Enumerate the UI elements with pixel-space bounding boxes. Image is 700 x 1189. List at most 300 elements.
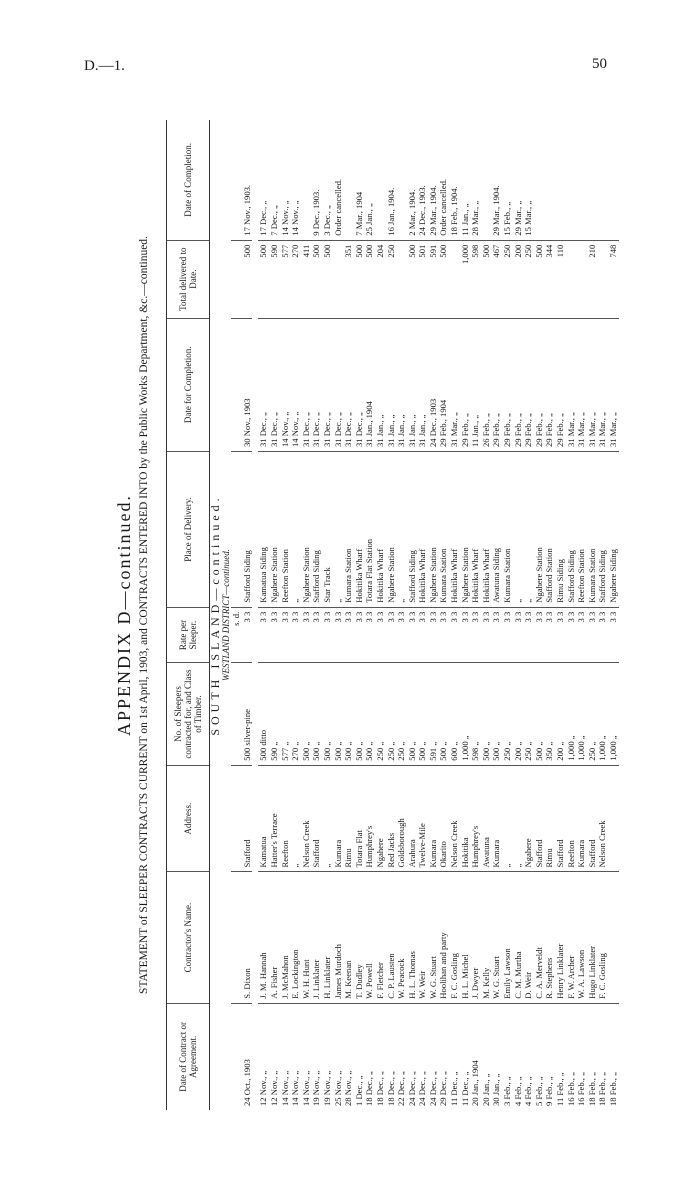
section-district-row xyxy=(221,120,232,1110)
section-island: SOUTH ISLAND—continued. xyxy=(208,494,222,736)
table-row xyxy=(311,120,322,1110)
completed-cell: 9 Dec., 1903. xyxy=(311,120,322,240)
table-row xyxy=(481,120,492,1110)
table-row xyxy=(290,120,301,1110)
name-cell: Henry Linklater xyxy=(555,872,566,1003)
sleepers-cell: 500 „ xyxy=(491,663,502,765)
completion-date-cell: 29 Feb., „ xyxy=(534,318,545,451)
table-row xyxy=(523,120,534,1110)
place-cell: Kamatua Siding xyxy=(258,452,269,608)
rate-cell: 3 3 xyxy=(417,607,428,663)
address-cell: „ xyxy=(290,765,301,872)
place-cell: Stafford Siding xyxy=(597,452,608,608)
sleepers-cell: 1,000 „ xyxy=(566,663,577,765)
address-cell: Stafford xyxy=(242,765,253,872)
date-cell: 30 Jan., „ xyxy=(491,1073,502,1106)
sleepers-cell: 250 „ xyxy=(375,663,386,765)
completed-cell xyxy=(481,120,492,240)
sleepers-cell: 577 „ xyxy=(280,663,291,765)
name-cell: H. Linklater xyxy=(322,872,333,1003)
name-cell xyxy=(608,872,619,1003)
place-cell: Ngahere Station xyxy=(534,452,545,608)
sleepers-cell: 500 „ xyxy=(364,663,375,765)
place-cell: Ngahere Station xyxy=(460,452,471,608)
table-row xyxy=(258,120,269,1110)
sleepers-cell: 1,000 „ xyxy=(576,663,587,765)
completed-cell: 28 Mar., „ xyxy=(470,120,481,240)
place-cell: Rimu Siding xyxy=(555,452,566,608)
place-cell: Kumara Station xyxy=(343,452,354,608)
completion-date-cell: 30 Nov., 1903 xyxy=(242,318,253,451)
name-cell: C. P. Lausten xyxy=(386,872,397,1003)
sleepers-cell: 250 „ xyxy=(396,663,407,765)
date-cell: 12 Nov., „ xyxy=(268,1070,279,1106)
total-cell: 204 xyxy=(375,240,386,318)
completed-cell: 24 Dec., 1903. xyxy=(417,120,428,240)
rate-unit-row xyxy=(231,120,242,1110)
rate-cell: 3 3 xyxy=(449,607,460,663)
address-cell: Ngahere xyxy=(375,765,386,872)
date-cell: 16 Feb., „ xyxy=(565,1072,576,1106)
table-row xyxy=(555,120,566,1110)
completion-date-cell: 29 Feb., „ xyxy=(544,318,555,451)
total-cell xyxy=(333,240,344,318)
completed-cell xyxy=(608,120,619,240)
completed-cell: 3 Dec., „ xyxy=(322,120,333,240)
header-date: Date of Contract or Agreement. xyxy=(167,1003,210,1110)
table-row xyxy=(449,120,460,1110)
sleepers-cell: 250 „ xyxy=(587,663,598,765)
place-cell: „ xyxy=(333,452,344,608)
date-cell: 14 Nov., „ xyxy=(300,1070,311,1106)
completed-cell: 15 Mar., „ xyxy=(523,120,534,240)
table-row xyxy=(566,120,577,1110)
sleepers-cell: 500 „ xyxy=(534,663,545,765)
name-cell: F. W. Archer xyxy=(566,872,577,1003)
date-cell: 24 Oct., 1903 xyxy=(241,1059,252,1106)
completion-date-cell: 31 Jan., 1904 xyxy=(364,318,375,451)
date-cell: 20 Jan., „ xyxy=(480,1073,491,1106)
name-cell: T. Dudley xyxy=(354,872,365,1003)
name-cell: E. Lockington xyxy=(290,872,301,1003)
rate-cell: 3 3 xyxy=(396,607,407,663)
address-cell: Goldsborough xyxy=(396,765,407,872)
completion-date-cell: 31 Jan., „ xyxy=(417,318,428,451)
date-cell: 3 Feb., „ xyxy=(502,1076,513,1106)
date-cell: 14 Nov., „ xyxy=(279,1070,290,1106)
name-cell: J. Dwyer xyxy=(470,872,481,1003)
rate-cell: 3 3 xyxy=(280,607,291,663)
date-cell: 18 Dec., „ xyxy=(364,1071,375,1106)
rate-cell: 3 3 xyxy=(513,607,524,663)
name-cell: A. Fisher xyxy=(269,872,280,1003)
sleepers-cell: 250 „ xyxy=(386,663,397,765)
rate-unit: s. d. xyxy=(231,607,242,663)
address-cell: Stafford xyxy=(587,765,598,872)
date-cell: 4 Feb., „ xyxy=(512,1076,523,1106)
address-cell: Totara Flat xyxy=(354,765,365,872)
place-cell: „ xyxy=(523,452,534,608)
total-cell: 411 xyxy=(301,240,312,318)
date-cell: 11 Feb., „ xyxy=(555,1072,565,1106)
total-cell: 500 xyxy=(364,240,375,318)
completed-cell xyxy=(544,120,555,240)
table-row xyxy=(333,120,344,1110)
date-cell: 19 Nov., „ xyxy=(311,1070,322,1106)
total-cell xyxy=(396,240,407,318)
rate-cell: 3 3 xyxy=(333,607,344,663)
table-row xyxy=(470,120,481,1110)
completed-cell: 16 Jan., 1904. xyxy=(386,120,397,240)
total-cell: 500 xyxy=(534,240,545,318)
header-address: Address. xyxy=(167,765,210,872)
address-cell: Arahura xyxy=(407,765,418,872)
table-row xyxy=(460,120,471,1110)
address-cell: Nelson Creek xyxy=(301,765,312,872)
date-cell: 11 Dec., „ xyxy=(449,1071,460,1106)
completed-cell xyxy=(587,120,598,240)
date-cell: 16 Feb., „ xyxy=(576,1072,587,1106)
name-cell: Emily Lawson xyxy=(502,872,513,1003)
rate-cell: 3 3 xyxy=(258,607,269,663)
rate-cell: 3 3 xyxy=(386,607,397,663)
rate-cell: 3 3 xyxy=(544,607,555,663)
date-cell: 28 Nov., „ xyxy=(343,1070,354,1106)
address-cell: Stafford xyxy=(534,765,545,872)
table-row xyxy=(608,120,619,1110)
total-cell: 590 xyxy=(269,240,280,318)
completed-cell: 29 Mar., 1904. xyxy=(491,120,502,240)
completion-date-cell: 24 Dec., 1903 xyxy=(428,318,439,451)
rate-cell: 3 3 xyxy=(438,607,449,663)
completed-cell: 25 Jan., „ xyxy=(364,120,375,240)
sleepers-cell: 500 „ xyxy=(417,663,428,765)
place-cell: Ngahere Station xyxy=(428,452,439,608)
name-cell: Hoolihan and party xyxy=(438,872,449,1003)
address-cell: Ngahere xyxy=(523,765,534,872)
address-cell: Red Jacks xyxy=(386,765,397,872)
completion-date-cell: 29 Feb., „ xyxy=(513,318,524,451)
completed-cell xyxy=(576,120,587,240)
total-cell: 351 xyxy=(343,240,354,318)
table-row xyxy=(587,120,598,1110)
header-total: Total delivered to Date. xyxy=(167,240,210,318)
rate-cell: 3 3 xyxy=(322,607,333,663)
rate-cell: 3 3 xyxy=(364,607,375,663)
place-cell: „ xyxy=(396,452,407,608)
rate-cell: 3 3 xyxy=(481,607,492,663)
completed-cell xyxy=(597,120,608,240)
name-cell: H. L. Michel xyxy=(460,872,471,1003)
name-cell: D. Weir xyxy=(523,872,534,1003)
name-cell: F. C. Gosling xyxy=(597,872,608,1003)
sleepers-cell: 270 „ xyxy=(290,663,301,765)
rate-cell: 3 3 xyxy=(269,607,280,663)
completed-cell: 7 Dec., „ xyxy=(269,120,280,240)
rotated-statement xyxy=(110,120,630,1110)
table-row xyxy=(438,120,449,1110)
date-cell: 20 Jan., 1904 xyxy=(470,1060,481,1106)
total-cell: 598 xyxy=(470,240,481,318)
date-cell: 1 Dec., „ xyxy=(353,1075,364,1106)
date-cell: 18 Feb., „ xyxy=(597,1072,608,1106)
completed-cell xyxy=(534,120,545,240)
rate-cell: 3 3 xyxy=(354,607,365,663)
completed-cell: 2 Mar., 1904. xyxy=(407,120,418,240)
rate-cell: 3 3 xyxy=(242,607,253,663)
name-cell: C. M. Murtha xyxy=(513,872,524,1003)
date-cell: 4 Feb., „ xyxy=(523,1076,534,1106)
sleepers-cell: 600 „ xyxy=(449,663,460,765)
completed-cell: 29 Mar., 1904. xyxy=(428,120,439,240)
address-cell: „ xyxy=(513,765,524,872)
section-district: WESTLAND DISTRICT—continued. xyxy=(220,549,231,682)
table-row xyxy=(417,120,428,1110)
rate-cell: 3 3 xyxy=(523,607,534,663)
place-cell: Stafford Siding xyxy=(311,452,322,608)
page-number: 50 xyxy=(592,56,607,72)
address-cell: Kamatua xyxy=(258,765,269,872)
address-cell: Rimu xyxy=(544,765,555,872)
completion-date-cell: 14 Nov., „ xyxy=(280,318,291,451)
completion-date-cell: 31 Mar., „ xyxy=(449,318,460,451)
total-cell: 500 xyxy=(311,240,322,318)
place-cell: Hokitika Wharf xyxy=(481,452,492,608)
completed-cell: 14 Nov., „ xyxy=(280,120,291,240)
address-cell: Okarito xyxy=(438,765,449,872)
address-cell: Humphrey's xyxy=(470,765,481,872)
address-cell: Awatuna xyxy=(481,765,492,872)
completed-cell xyxy=(301,120,312,240)
sleepers-cell: 350 „ xyxy=(544,663,555,765)
completion-date-cell: 31 Dec., „ xyxy=(311,318,322,451)
name-cell: R. Stephens xyxy=(544,872,555,1003)
completion-date-cell: 31 Mar., „ xyxy=(587,318,598,451)
sleepers-cell: 250 „ xyxy=(502,663,513,765)
table-row xyxy=(502,120,513,1110)
name-cell: M. Kelly xyxy=(481,872,492,1003)
completed-cell: 17 Nov., 1903. xyxy=(242,120,253,240)
place-cell: Ngahere Siding xyxy=(608,452,619,608)
place-cell: Hokitika Wharf xyxy=(354,452,365,608)
completion-date-cell: 29 Feb., „ xyxy=(502,318,513,451)
name-cell: W. Peacock xyxy=(396,872,407,1003)
total-cell: 270 xyxy=(290,240,301,318)
address-cell: Twelve-Mile xyxy=(417,765,428,872)
completed-cell: 18 Feb., 1904. xyxy=(449,120,460,240)
sleepers-cell: 200 „ xyxy=(513,663,524,765)
address-cell: Nelson Creek xyxy=(449,765,460,872)
rate-cell: 3 3 xyxy=(534,607,545,663)
date-cell: 18 Dec., „ xyxy=(374,1071,385,1106)
total-cell: 748 xyxy=(608,240,619,318)
table-header-row xyxy=(167,120,210,1110)
total-cell: 1,000 xyxy=(460,240,471,318)
completed-cell xyxy=(343,120,354,240)
rate-cell: 3 3 xyxy=(470,607,481,663)
date-cell: 25 Nov., „ xyxy=(332,1070,343,1106)
place-cell: Ngahere Station xyxy=(301,452,312,608)
header-name: Contractor's Name. xyxy=(167,872,210,1003)
date-cell: 18 Dec., „ xyxy=(385,1071,396,1106)
completion-date-cell: 31 Dec., „ xyxy=(258,318,269,451)
place-cell: Stafford Station xyxy=(544,452,555,608)
sleepers-cell: 500 „ xyxy=(322,663,333,765)
address-cell: „ xyxy=(502,765,513,872)
date-cell: 22 Dec., „ xyxy=(396,1071,407,1106)
place-cell: Kumara Station xyxy=(587,452,598,608)
address-cell: Reefton xyxy=(280,765,291,872)
sleepers-cell: 200 „ xyxy=(555,663,566,765)
completed-cell: 11 Jan., „ xyxy=(460,120,471,240)
completed-cell: 29 Mar., „ xyxy=(513,120,524,240)
place-cell: „ xyxy=(513,452,524,608)
table-row xyxy=(576,120,587,1110)
completion-date-cell: 31 Dec., „ xyxy=(301,318,312,451)
completed-cell: 7 Mar., 1904 xyxy=(354,120,365,240)
header-place: Place of Delivery. xyxy=(167,452,210,608)
total-cell: 344 xyxy=(544,240,555,318)
completion-date-cell: 31 Jan., „ xyxy=(386,318,397,451)
completion-date-cell: 31 Dec., „ xyxy=(269,318,280,451)
completed-cell xyxy=(566,120,577,240)
place-cell: Awatuna Siding xyxy=(491,452,502,608)
name-cell: W. Powell xyxy=(364,872,375,1003)
place-cell: Kumara Station xyxy=(502,452,513,608)
completion-date-cell: 31 Mar., „ xyxy=(608,318,619,451)
sleepers-cell: 591 „ xyxy=(428,663,439,765)
sleepers-cell: 500 „ xyxy=(438,663,449,765)
rate-cell: 3 3 xyxy=(311,607,322,663)
header-rate: Rate per Sleeper. xyxy=(167,607,210,663)
total-cell: 500 xyxy=(354,240,365,318)
statement-title: STATEMENT of SLEEPER CONTRACTS CURRENT on 1st April, 1903, and CONTRACTS ENTERED INTO by the Public Works Department, &c.—continued. xyxy=(138,236,150,994)
address-cell: Kumara xyxy=(428,765,439,872)
address-cell: Nelson Creek xyxy=(597,765,608,872)
sleepers-cell: 1,000 „ xyxy=(608,663,619,765)
sleepers-cell: 500 „ xyxy=(407,663,418,765)
sleepers-cell: 1,000 „ xyxy=(597,663,608,765)
completion-date-cell: 29 Feb., „ xyxy=(523,318,534,451)
date-cell: 14 Nov., „ xyxy=(290,1070,301,1106)
table-row xyxy=(544,120,555,1110)
total-cell: 500 xyxy=(481,240,492,318)
name-cell: F. Fletcher xyxy=(375,872,386,1003)
date-cell: 18 Feb., „ xyxy=(586,1072,597,1106)
completion-date-cell: 31 Mar., „ xyxy=(576,318,587,451)
name-cell: S. Dixon xyxy=(242,872,253,1003)
table-row xyxy=(491,120,502,1110)
place-cell: Star Track xyxy=(322,452,333,608)
rate-cell: 3 3 xyxy=(491,607,502,663)
rate-cell: 3 3 xyxy=(555,607,566,663)
total-cell: 500 xyxy=(242,240,253,318)
total-cell: 467 xyxy=(491,240,502,318)
sleepers-cell: 500 „ xyxy=(354,663,365,765)
table-row xyxy=(354,120,365,1110)
sleepers-cell: 590 „ xyxy=(269,663,280,765)
place-cell: Reefton Station xyxy=(576,452,587,608)
total-cell: 210 xyxy=(587,240,598,318)
place-cell: Hokitika Wharf xyxy=(449,452,460,608)
name-cell: W. Weir xyxy=(417,872,428,1003)
place-cell: Ngahere Station xyxy=(386,452,397,608)
completed-cell xyxy=(396,120,407,240)
name-cell: F. C. Gosling xyxy=(449,872,460,1003)
rate-cell: 3 3 xyxy=(343,607,354,663)
rate-cell: 3 3 xyxy=(502,607,513,663)
address-cell: Hatter's Terrace xyxy=(269,765,280,872)
sleepers-cell: 250 „ xyxy=(523,663,534,765)
section-island-row xyxy=(210,120,221,1110)
rate-cell: 3 3 xyxy=(576,607,587,663)
address-cell: Humphrey's xyxy=(364,765,375,872)
completion-date-cell: 31 Dec., „ xyxy=(333,318,344,451)
name-cell: M. Keenan xyxy=(343,872,354,1003)
total-cell xyxy=(449,240,460,318)
completed-cell: 17 Dec., „ xyxy=(258,120,269,240)
place-cell: Hokitika Wharf xyxy=(470,452,481,608)
completed-cell xyxy=(555,120,566,240)
name-cell: J. M. Hannah xyxy=(258,872,269,1003)
rate-cell: 3 3 xyxy=(428,607,439,663)
completion-date-cell: 26 Feb., „ xyxy=(481,318,492,451)
name-cell: W. A. Lawson xyxy=(576,872,587,1003)
name-cell: W. G. Stuart xyxy=(428,872,439,1003)
sleepers-cell: 500 „ xyxy=(481,663,492,765)
place-cell: Hokitika Wharf xyxy=(375,452,386,608)
total-cell xyxy=(576,240,587,318)
table-row xyxy=(407,120,418,1110)
name-cell: J. McMahon xyxy=(280,872,291,1003)
address-cell: Kumara xyxy=(576,765,587,872)
completed-cell: 14 Nov., „ xyxy=(290,120,301,240)
table-row xyxy=(242,120,253,1110)
date-cell: 24 Dec., „ xyxy=(427,1071,438,1106)
address-cell: Stafford xyxy=(311,765,322,872)
completion-date-cell: 29 Feb., 1904 xyxy=(438,318,449,451)
place-cell: Totara Flat Station xyxy=(364,452,375,608)
header-completed: Date of Completion. xyxy=(167,120,210,240)
sleepers-cell: 500 ditto xyxy=(258,663,269,765)
name-cell: Hugo Linklater xyxy=(587,872,598,1003)
address-cell: Kumara xyxy=(333,765,344,872)
rate-cell: 3 3 xyxy=(608,607,619,663)
place-cell: Reefton Station xyxy=(280,452,291,608)
sleepers-cell: 500 „ xyxy=(301,663,312,765)
total-cell: 501 xyxy=(417,240,428,318)
address-cell: Rimu xyxy=(343,765,354,872)
rate-cell: 3 3 xyxy=(301,607,312,663)
rate-cell: 3 3 xyxy=(290,607,301,663)
completion-date-cell: 29 Feb., „ xyxy=(491,318,502,451)
sleepers-cell: 500 „ xyxy=(343,663,354,765)
address-cell: Stafford xyxy=(555,765,566,872)
date-cell: 24 Dec., „ xyxy=(417,1071,428,1106)
date-cell: 9 Feb., „ xyxy=(544,1076,555,1106)
table-row xyxy=(269,120,280,1110)
table-row xyxy=(534,120,545,1110)
header-sleepers: No. of Sleepers contracted for, and Class of Timber. xyxy=(167,663,210,765)
total-cell xyxy=(566,240,577,318)
name-cell: C. A. Merveldt xyxy=(534,872,545,1003)
document-code: D.—1. xyxy=(84,58,125,74)
date-cell: 19 Nov., „ xyxy=(321,1070,332,1106)
completion-date-cell: 31 Dec., „ xyxy=(322,318,333,451)
table-row xyxy=(386,120,397,1110)
place-cell: Stafford Siding xyxy=(242,452,253,608)
rate-cell: 3 3 xyxy=(566,607,577,663)
